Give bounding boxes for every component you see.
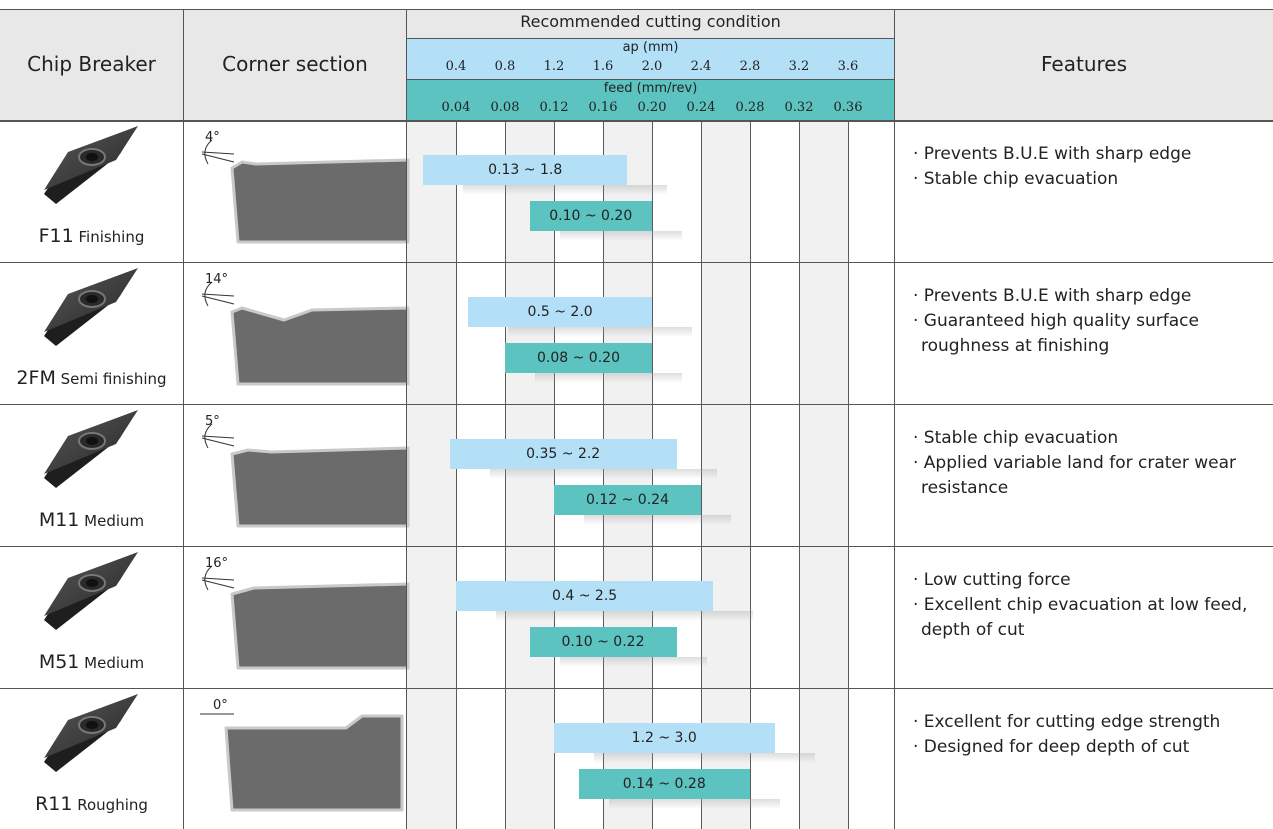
rake-angle-marker-icon: [198, 420, 238, 456]
feature-item: · Applied variable land for crater wear: [913, 453, 1237, 473]
row-divider-1: [0, 262, 1273, 263]
ap-bar-shadow: [496, 611, 753, 621]
ap-range-bar: 0.5 ~ 2.0: [468, 297, 652, 327]
chip-breaker-description: Finishing: [73, 228, 145, 246]
rake-angle-marker-icon: [198, 278, 238, 314]
feed-tick-label: 0.36: [833, 100, 863, 115]
gridline: [848, 122, 849, 829]
feed-range-bar: 0.12 ~ 0.24: [554, 485, 701, 515]
ap-tick-label: 3.2: [788, 59, 810, 74]
rake-angle-marker-icon: [198, 136, 238, 172]
chip-breaker-insert-image: [34, 266, 154, 360]
grid-shade-column: [799, 122, 848, 829]
corner-section-profile: [212, 426, 412, 540]
feature-item: · Stable chip evacuation: [913, 428, 1119, 448]
ap-range-bar: 0.35 ~ 2.2: [450, 439, 677, 469]
chip-breaker-name: [0, 509, 183, 531]
ap-range-bar: 1.2 ~ 3.0: [554, 723, 775, 753]
feed-range-bar: 0.08 ~ 0.20: [505, 343, 652, 373]
feed-unit-label: feed (mm/rev): [603, 81, 698, 96]
top-border: [0, 9, 1273, 10]
col-divider-1: [183, 9, 184, 829]
feature-item: · Low cutting force: [913, 570, 1071, 590]
row-divider-4: [0, 688, 1273, 689]
chip-breaker-name: [0, 651, 183, 673]
features-list: [913, 568, 1263, 643]
ap-range-bar: 0.13 ~ 1.8: [423, 155, 628, 185]
corner-section-profile: [212, 568, 412, 682]
feature-item: · Stable chip evacuation: [913, 169, 1119, 189]
rake-angle-label: 16°: [205, 556, 229, 571]
feed-bar-shadow: [560, 231, 683, 241]
ap-bar-shadow: [490, 469, 717, 479]
chip-breaker-description: Semi finishing: [55, 370, 167, 388]
feature-item: roughness at finishing: [921, 336, 1110, 356]
chip-breaker-code: R11: [35, 793, 73, 815]
feature-item: · Prevents B.U.E with sharp edge: [913, 144, 1192, 164]
features-list: [913, 710, 1263, 760]
chip-breaker-description: Medium: [79, 654, 145, 672]
chip-breaker-insert-image: [34, 124, 154, 218]
feature-item: · Excellent for cutting edge strength: [913, 712, 1221, 732]
row-divider-2: [0, 404, 1273, 405]
header-bottom-border: [0, 120, 1273, 122]
rake-angle-label: 0°: [213, 698, 228, 713]
col-divider-2: [406, 9, 407, 829]
feed-tick-label: 0.12: [539, 100, 569, 115]
feature-item: · Prevents B.U.E with sharp edge: [913, 286, 1192, 306]
feature-item: · Excellent chip evacuation at low feed,: [913, 595, 1248, 615]
chip-breaker-name: [0, 793, 183, 815]
feed-tick-label: 0.32: [784, 100, 814, 115]
feed-tick-label: 0.20: [637, 100, 667, 115]
chip-breaker-name: [0, 367, 183, 389]
feed-bar-shadow: [535, 373, 682, 383]
chip-breaker-code: 2FM: [16, 367, 56, 389]
grid-shade-column: [407, 122, 456, 829]
feed-range-bar: 0.10 ~ 0.20: [530, 201, 653, 231]
feed-tick-label: 0.24: [686, 100, 716, 115]
feature-item: resistance: [921, 478, 1009, 498]
feed-tick-label: 0.08: [490, 100, 520, 115]
feature-item: depth of cut: [921, 620, 1025, 640]
feed-bar-shadow: [584, 515, 731, 525]
feed-bar-shadow: [609, 799, 781, 809]
ap-bottom-border: [406, 79, 894, 80]
feed-tick-label: 0.16: [588, 100, 618, 115]
ap-tick-label: 2.8: [739, 59, 761, 74]
chip-breaker-description: Medium: [79, 512, 145, 530]
ap-bar-shadow: [508, 327, 692, 337]
col-divider-3: [894, 9, 895, 829]
chip-breaker-insert-image: [34, 550, 154, 644]
features-list: [913, 284, 1263, 359]
ap-unit-label: ap (mm): [622, 40, 679, 55]
ap-tick-label: 0.8: [494, 59, 516, 74]
chip-breaker-code: M11: [38, 509, 80, 531]
feature-item: · Guaranteed high quality surface: [913, 311, 1199, 331]
ap-tick-label: 3.6: [837, 59, 859, 74]
gridline: [456, 122, 457, 829]
rake-angle-label: 5°: [205, 414, 220, 429]
header-recommended: Recommended cutting condition: [520, 12, 781, 31]
row-divider-3: [0, 546, 1273, 547]
header-features: Features: [1041, 52, 1127, 76]
feed-range-bar: 0.10 ~ 0.22: [530, 627, 677, 657]
feed-tick-label: 0.04: [441, 100, 471, 115]
ap-bar-shadow: [463, 185, 668, 195]
feed-bar-shadow: [560, 657, 707, 667]
rake-angle-marker-icon: [198, 704, 238, 724]
corner-section-profile: [212, 142, 412, 256]
chip-breaker-description: Roughing: [72, 796, 148, 814]
features-list: [913, 426, 1263, 501]
corner-section-profile: [206, 710, 406, 824]
features-list: [913, 142, 1263, 192]
chip-breaker-code: M51: [38, 651, 80, 673]
ap-tick-label: 2.4: [690, 59, 712, 74]
chip-breaker-name: [0, 225, 183, 247]
header-corner-section: Corner section: [222, 52, 368, 76]
rake-angle-label: 14°: [205, 272, 229, 287]
rake-angle-marker-icon: [198, 562, 238, 598]
ap-tick-label: 1.6: [592, 59, 614, 74]
ap-bar-shadow: [594, 753, 815, 763]
chip-breaker-insert-image: [34, 408, 154, 502]
ap-tick-label: 1.2: [543, 59, 565, 74]
rake-angle-label: 4°: [205, 130, 220, 145]
corner-section-profile: [212, 284, 412, 398]
header-chip-breaker: Chip Breaker: [27, 52, 156, 76]
ap-tick-label: 2.0: [641, 59, 663, 74]
chip-breaker-insert-image: [34, 692, 154, 786]
feed-tick-label: 0.28: [735, 100, 765, 115]
chip-breaker-code: F11: [38, 225, 74, 247]
recommended-bottom-border: [406, 38, 894, 39]
feed-range-bar: 0.14 ~ 0.28: [579, 769, 751, 799]
gridline: [799, 122, 800, 829]
ap-tick-label: 0.4: [445, 59, 467, 74]
ap-range-bar: 0.4 ~ 2.5: [456, 581, 713, 611]
feature-item: · Designed for deep depth of cut: [913, 737, 1190, 757]
